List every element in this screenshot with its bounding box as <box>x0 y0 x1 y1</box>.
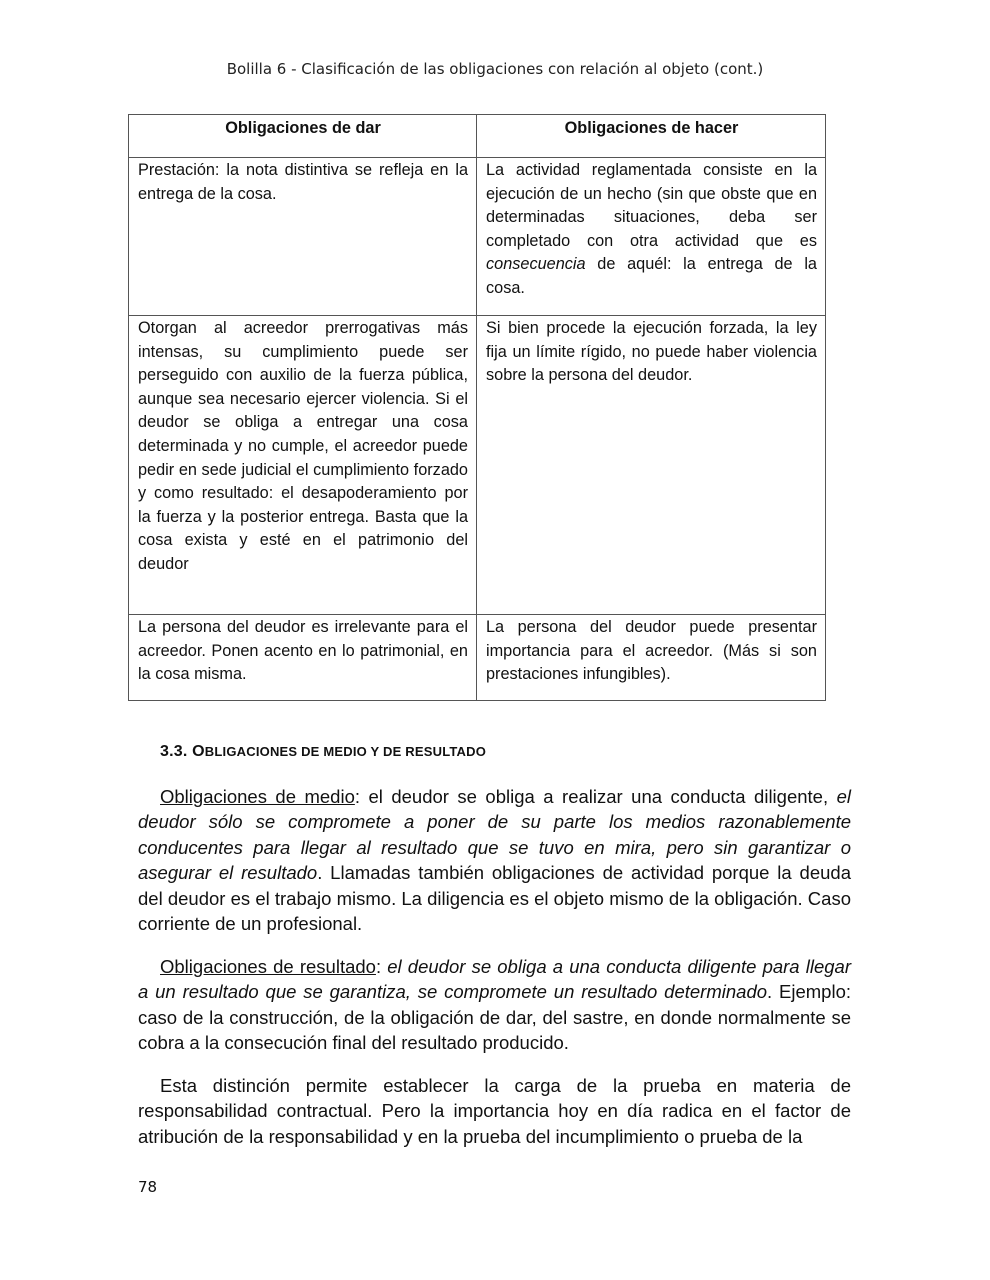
table-row <box>129 316 826 615</box>
column-header-dar: Obligaciones de dar <box>129 115 477 158</box>
cell-hacer: La persona del deudor puede presentar importancia para el acreedor. (Más si son prestaciones infungibles). <box>477 615 826 701</box>
cell-hacer: Si bien procede la ejecución forzada, la ley fija un límite rígido, no puede haber violencia sobre la persona del deudor. <box>477 316 826 615</box>
cell-dar: Otorgan al acreedor prerrogativas más intensas, su cumplimiento puede ser perseguido con auxilio de la fuerza pública, aunque sea necesario ejercer violencia. Si el deudor se obliga a entregar una cosa determinada y no cumple, el acreedor puede pedir en sede judicial el cumplimiento forzado y como resultado: el desapoderamiento por la fuerza y la posterior entrega. Basta que la cosa exista y esté en el patrimonio del deudor <box>129 316 477 615</box>
section-heading <box>160 743 486 761</box>
paragraph-obligaciones-de-resultado <box>138 954 851 1056</box>
paragraph-italic-text: el deudor se obliga a una conducta diligente para llegar a un resultado que se garantiza, se compromete un resultado determinado <box>138 956 851 1003</box>
paragraph-obligaciones-de-medio <box>138 784 851 936</box>
paragraph-text: . Ejemplo: caso de la construcción, de la obligación de dar, del sastre, en donde normalmente se cobra a la consecución final del resultado producido. <box>138 981 851 1054</box>
paragraph-text: : <box>375 956 388 977</box>
table-row <box>129 158 826 316</box>
page-header: Bolilla 6 - Clasificación de las obligaciones con relación al objeto (cont.) <box>226 60 764 78</box>
cell-dar: Prestación: la nota distintiva se refleja en la entrega de la cosa. <box>129 158 477 316</box>
comparison-table <box>128 114 826 701</box>
column-header-hacer: Obligaciones de hacer <box>477 115 826 158</box>
section-number: 3.3. <box>160 743 193 760</box>
paragraph-text: . Llamadas también obligaciones de actividad porque la deuda del deudor es el trabajo mismo. La diligencia es el objeto mismo de la obligación. Caso corriente de un profesional. <box>138 862 851 935</box>
page-number: 78 <box>138 1178 158 1196</box>
paragraph-text: : el deudor se obliga a realizar una conducta diligente, <box>354 786 837 807</box>
cell-text: de aquél: la entrega de la cosa. <box>486 255 817 297</box>
cell-hacer <box>477 158 826 316</box>
paragraph-distincion: Esta distinción permite establecer la carga de la prueba en materia de responsabilidad contractual. Pero la importancia hoy en día radica en el factor de atribución de la responsabilidad y en la prueba del incumplimiento o prueba de la <box>138 1075 851 1147</box>
table-row <box>129 615 826 701</box>
term-obligaciones-de-resultado: Obligaciones de resultado <box>160 956 376 977</box>
paragraph-italic-text: el deudor sólo se compromete a poner de su parte los medios razonablemente conducentes para llegar al resultado que se tuvo en mira, pero sin garantizar o asegurar el resultado <box>138 786 851 884</box>
term-obligaciones-de-medio: Obligaciones de medio <box>160 786 355 807</box>
table-header-row <box>129 115 826 158</box>
cell-text: La actividad reglamentada consiste en la ejecución de un hecho (sin que obste que en determinadas situaciones, deba ser completado con otra actividad que es <box>486 161 817 250</box>
section-title-initial: O <box>192 743 205 760</box>
cell-dar: La persona del deudor es irrelevante para el acreedor. Ponen acento en lo patrimonial, en la cosa misma. <box>129 615 477 701</box>
section-title-rest: BLIGACIONES DE MEDIO Y DE RESULTADO <box>204 744 487 759</box>
cell-italic-text: consecuencia <box>486 255 586 274</box>
